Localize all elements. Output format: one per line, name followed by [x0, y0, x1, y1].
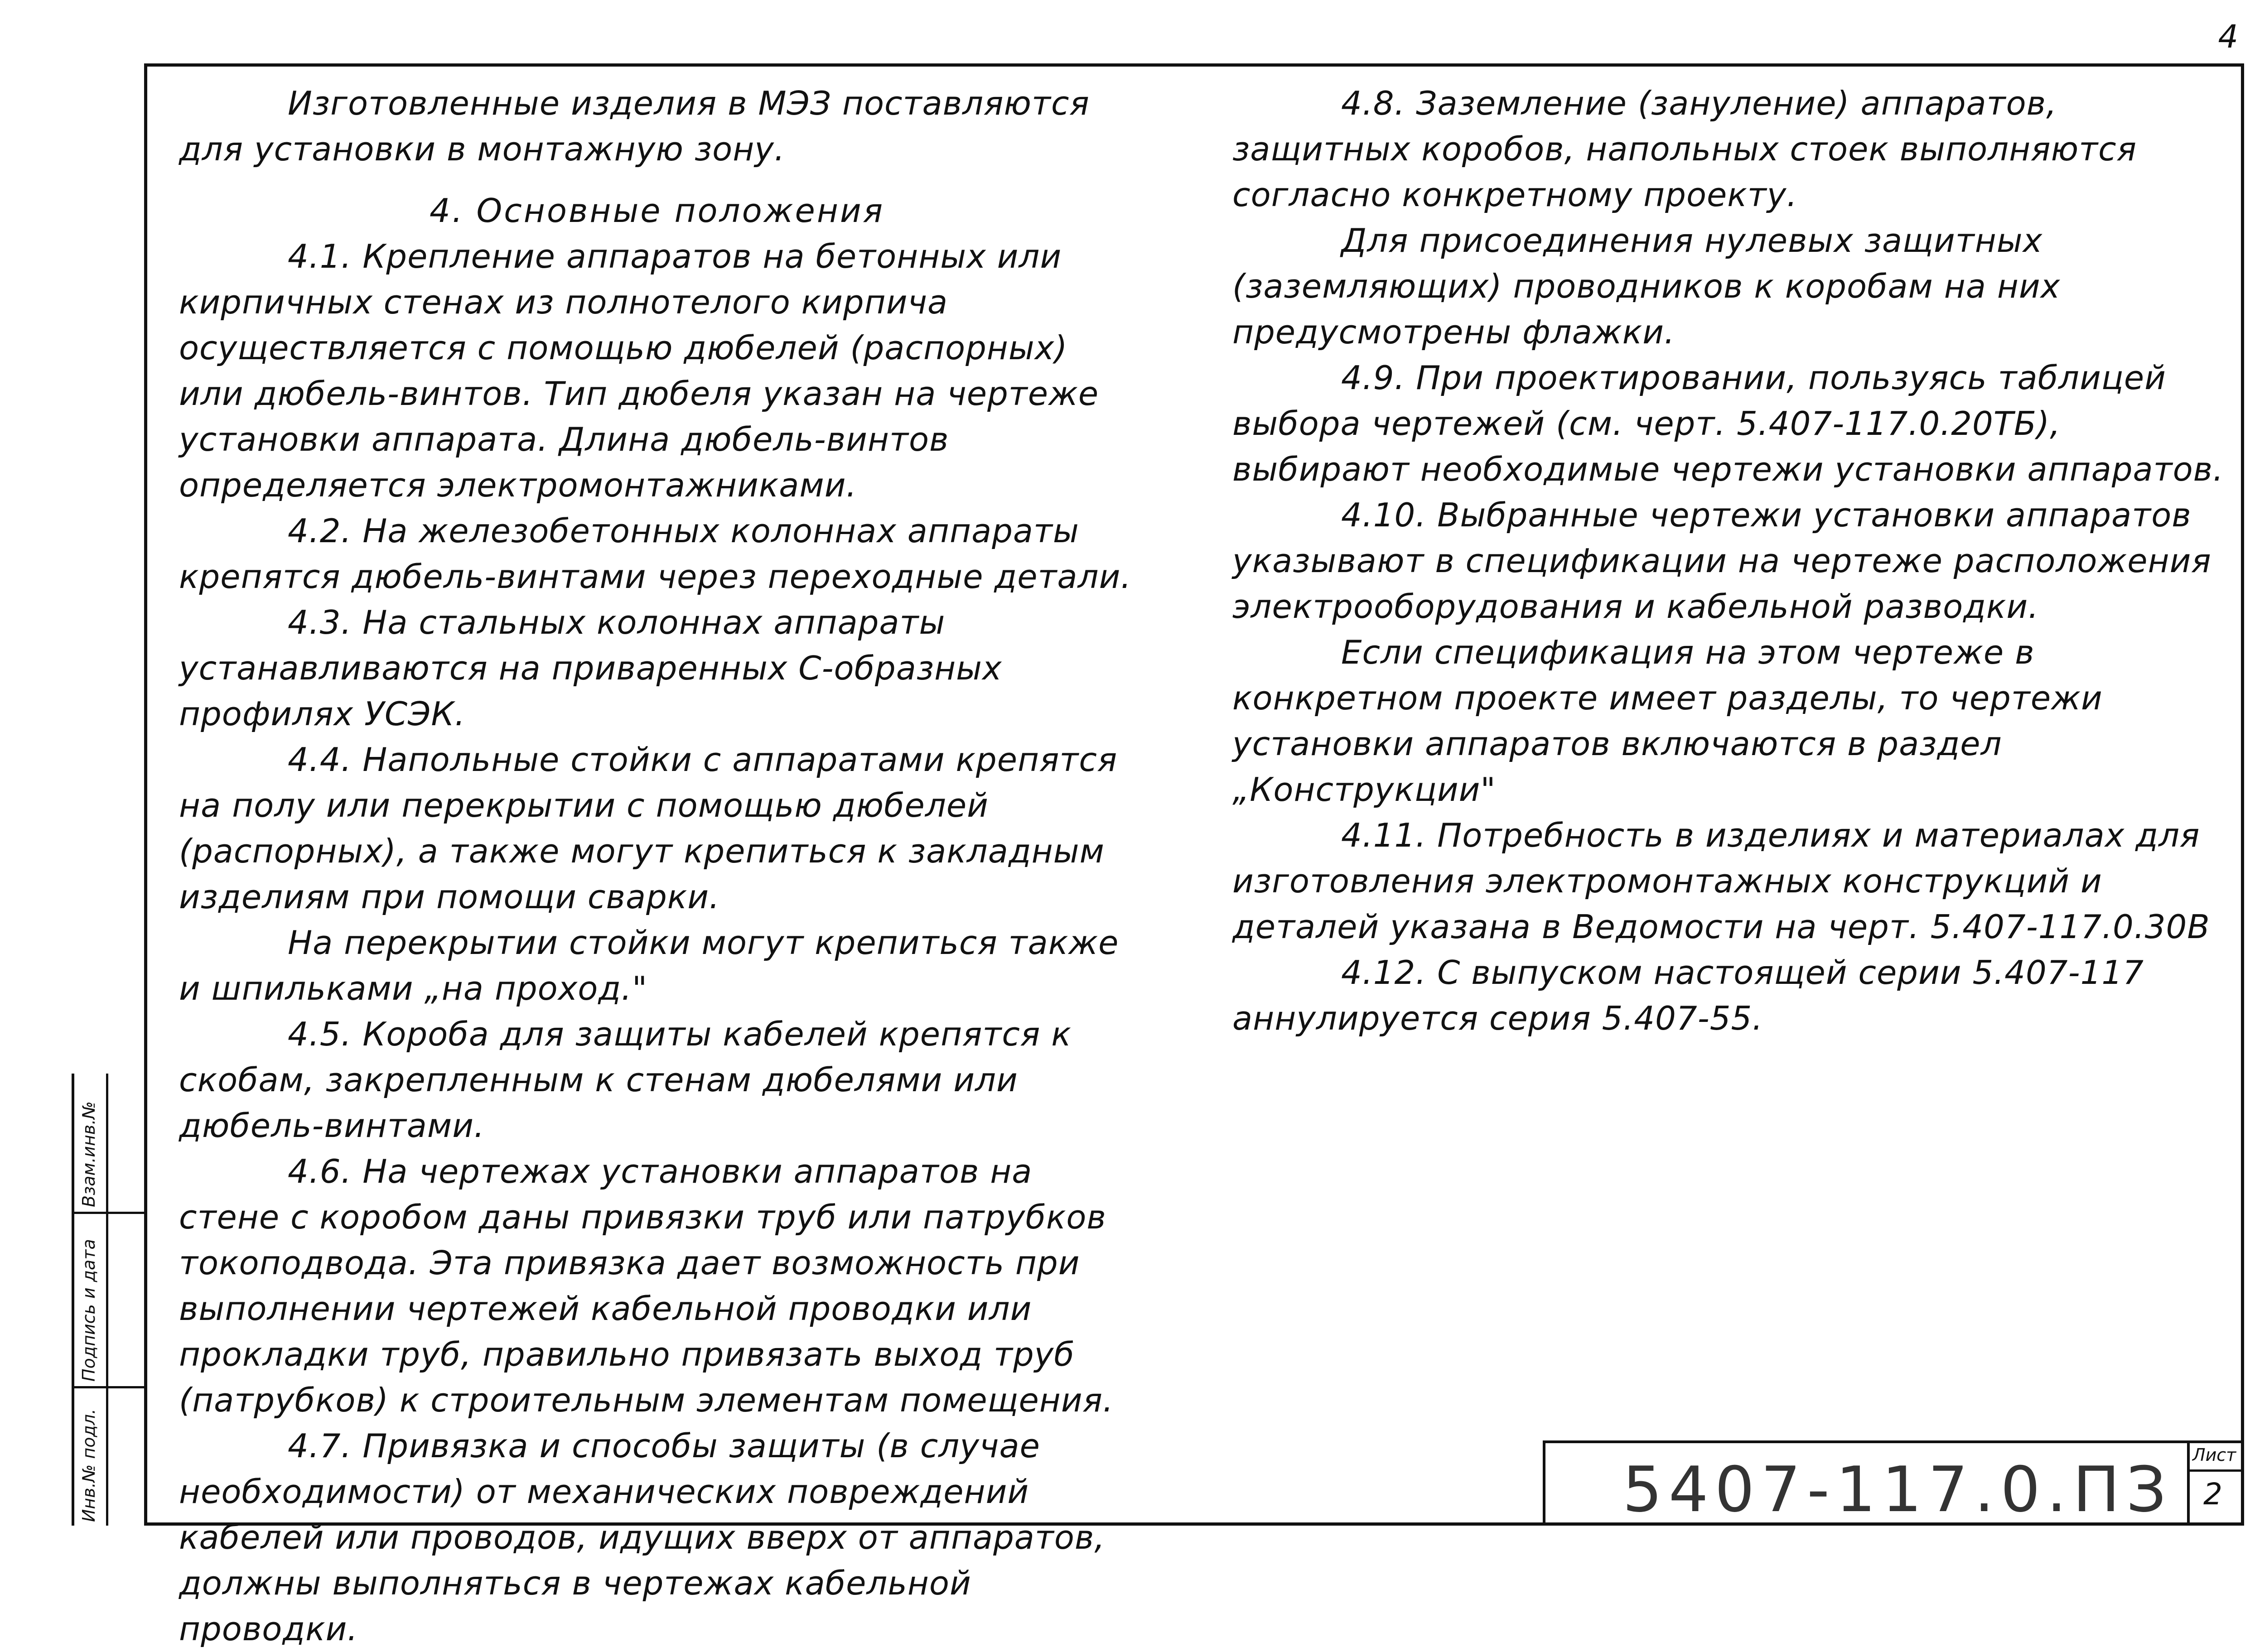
- left-column: [179, 81, 1135, 1652]
- paragraph-4-7: 4.7. Привязка и способы защиты (в случае необходимости) от механических повреждений кабелей или проводов, идущих вверх от аппаратов, должны выполняться в чертежах кабельной проводки.: [179, 1427, 1106, 1648]
- sheet-label: Лист: [2192, 1445, 2236, 1465]
- paragraph-4-5: 4.5. Короба для защиты кабелей крепятся к скобам, закрепленным к стенам дюбелями или дюбель-винтами.: [179, 1015, 1072, 1145]
- paragraph-4-4: 4.4. Напольные стойки с аппаратами крепятся на полу или перекрытии с помощью дюбелей (распорных), а также могут крепиться к закладным изделиям при помощи сварки.: [179, 741, 1118, 916]
- side-stamp-row-line: [74, 1386, 144, 1388]
- paragraph-4-8-note: Для присоединения нулевых защитных (заземляющих) проводников к коробам на них предусмотрены флажки.: [1232, 222, 2061, 351]
- document-code: 5407-117.0.ПЗ: [1622, 1453, 2173, 1526]
- side-stamp: [72, 1074, 144, 1526]
- paragraph-4-2: 4.2. На железобетонных колоннах аппараты крепятся дюбель-винтами через переходные детали.: [179, 512, 1132, 596]
- paragraph-4-4-note: На перекрытии стойки могут крепиться также и шпильками „на проход.": [179, 924, 1119, 1007]
- intro-paragraph: Изготовленные изделия в МЭЗ поставляются для установки в монтажную зону.: [179, 84, 1090, 168]
- section-heading: 4. Основные положения: [429, 192, 885, 230]
- paragraph-4-9: 4.9. При проектировании, пользуясь таблицей выбора чертежей (см. черт. 5.407-117.0.20ТБ), выбирают необходимые чертежи установки аппаратов.: [1232, 359, 2224, 488]
- sheet-cell-divider: [2190, 1469, 2244, 1472]
- sheet-cell: [2187, 1443, 2244, 1526]
- sheet-number: 2: [2203, 1477, 2222, 1512]
- replacement-inventory-label: Взам.инв.№: [79, 1101, 99, 1207]
- paragraph-4-12: 4.12. С выпуском настоящей серии 5.407-117 аннулируется серия 5.407-55.: [1232, 954, 2144, 1037]
- signature-date-label: Подпись и дата: [79, 1239, 99, 1382]
- page-number: 4: [2218, 18, 2238, 55]
- title-block: [1543, 1440, 2244, 1526]
- side-stamp-row-line: [74, 1212, 144, 1214]
- side-stamp-divider: [106, 1074, 108, 1526]
- paragraph-4-10: 4.10. Выбранные чертежи установки аппаратов указывают в спецификации на чертеже расположения электрооборудования и кабельной разводки.: [1232, 496, 2211, 626]
- inventory-number-label: Инв.№ подл.: [79, 1408, 99, 1522]
- paragraph-4-3: 4.3. На стальных колоннах аппараты устанавливаются на приваренных С-образных профилях УСЭК.: [179, 603, 1002, 733]
- paragraph-4-10-note: Если спецификация на этом чертеже в конкретном проекте имеет разделы, то чертежи установки аппаратов включаются в раздел „Конструкции": [1232, 633, 2103, 809]
- paragraph-4-11: 4.11. Потребность в изделиях и материалах для изготовления электромонтажных конструкций и деталей указана в Ведомости на черт. 5.407-117.0.30В: [1232, 816, 2210, 946]
- paragraph-4-1: 4.1. Крепление аппаратов на бетонных или кирпичных стенах из полнотелого кирпича осуществляется с помощью дюбелей (распорных) или дюбель-винтов. Тип дюбеля указан на чертеже установки аппарата. Длина дюбель-винтов определяется электромонтажниками.: [179, 237, 1099, 504]
- paragraph-4-8: 4.8. Заземление (зануление) аппаратов, защитных коробов, напольных стоек выполняются согласно конкретному проекту.: [1232, 84, 2137, 214]
- paragraph-4-6: 4.6. На чертежах установки аппаратов на стене с коробом даны привязки труб или патрубков токоподвода. Эта привязка дает возможность при выполнении чертежей кабельной проводки или прокладки труб, правильно привязать выход труб (патрубков) к строительным элементам помещения.: [179, 1152, 1114, 1419]
- right-column: [1232, 81, 2236, 1041]
